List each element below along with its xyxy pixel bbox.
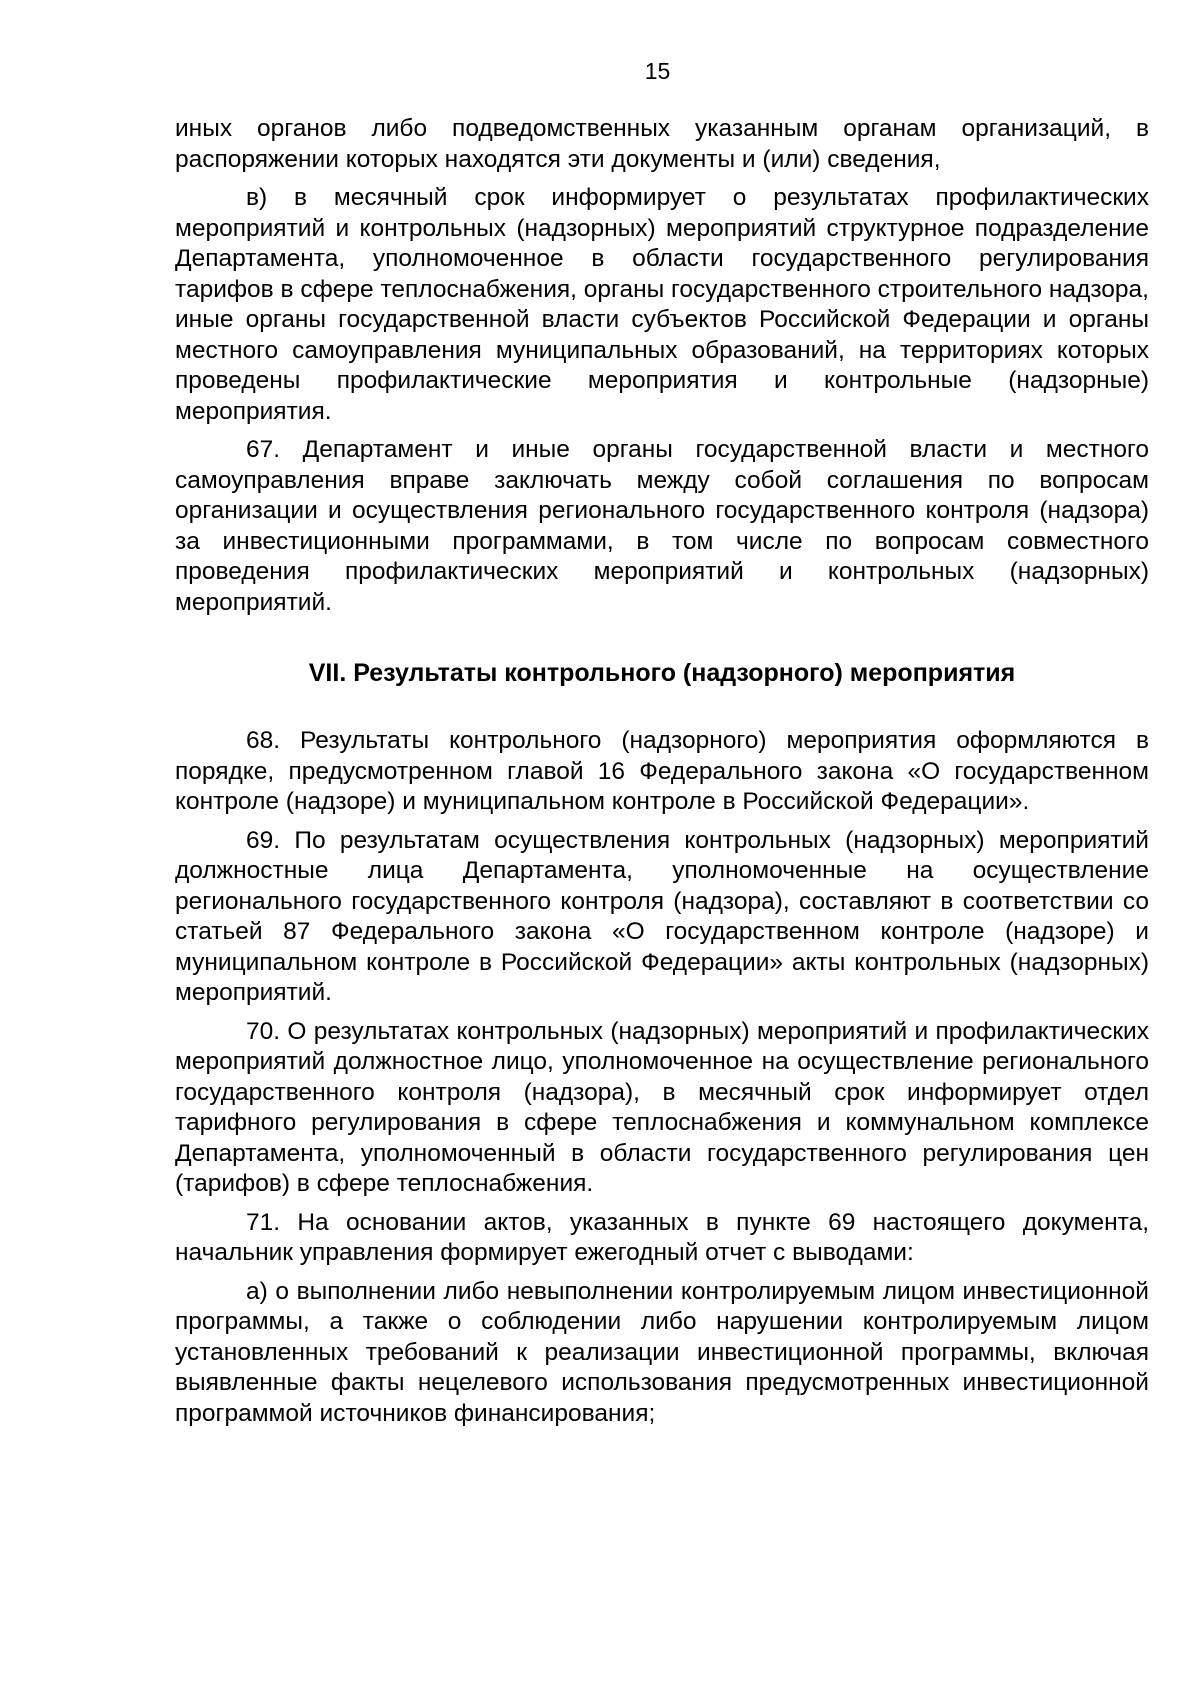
paragraph-67: 67. Департамент и иные органы государственной власти и местного самоуправления вправе заключать между собой соглашения по вопросам организации и осуществления регионального государственного контроля (надзора) за инвестиционными программами, в том числе по вопросам совместного проведения профилактических мероприятий и контрольных (надзорных) мероприятий. <box>175 436 1149 616</box>
paragraph-69: 69. По результатам осуществления контрольных (надзорных) мероприятий должностные лица Департамента, уполномоченные на осуществление регионального государственного контроля (надзора), составляют в соответствии со статьей 87 Федерального закона «О государственном контроле (надзоре) и муниципальном контроле в Российской Федерации» акты контрольных (надзорных) мероприятий. <box>175 826 1149 1006</box>
paragraph-70: 70. О результатах контрольных (надзорных) мероприятий и профилактических мероприятий должностное лицо, уполномоченное на осуществление регионального государственного контроля (надзора), в месячный срок информирует отдел тарифного регулирования в сфере теплоснабжения и коммунальном комплексе Департамента, уполномоченный в области государственного регулирования цен (тарифов) в сфере теплоснабжения. <box>175 1017 1149 1197</box>
page-number: 15 <box>644 58 671 84</box>
paragraph-subitem-a: а) о выполнении либо невыполнении контролируемым лицом инвестиционной программы, а также о соблюдении либо нарушении контролируемым лицом установленных требований к реализации инвестиционной программы, включая выявленные факты нецелевого использования предусмотренных инвестиционной программой источников финансирования; <box>175 1277 1149 1427</box>
paragraph-68: 68. Результаты контрольного (надзорного) мероприятия оформляются в порядке, предусмотренном главой 16 Федерального закона «О государственном контроле (надзоре) и муниципальном контроле в Российской Федерации». <box>175 727 1149 815</box>
paragraph-71: 71. На основании актов, указанных в пункте 69 настоящего документа, начальник управления формирует ежегодный отчет с выводами: <box>175 1208 1149 1266</box>
paragraph-subitem-v: в) в месячный срок информирует о результатах профилактических мероприятий и контрольных (надзорных) мероприятий структурное подразделение Департамента, уполномоченное в области государственного регулирования тарифов в сфере теплоснабжения, органы государственного строительного надзора, иные органы государственной власти субъектов Российской Федерации и органы местного самоуправления муниципальных образований, на территориях которых проведены профилактические мероприятия и контрольные (надзорные) мероприятия. <box>175 184 1149 425</box>
document-body <box>175 114 1149 1437</box>
section-heading: VII. Результаты контрольного (надзорного) мероприятия <box>308 659 1016 687</box>
paragraph-continuation: иных органов либо подведомственных указанным органам организаций, в распоряжении которых находятся эти документы и (или) сведения, <box>175 115 1149 173</box>
